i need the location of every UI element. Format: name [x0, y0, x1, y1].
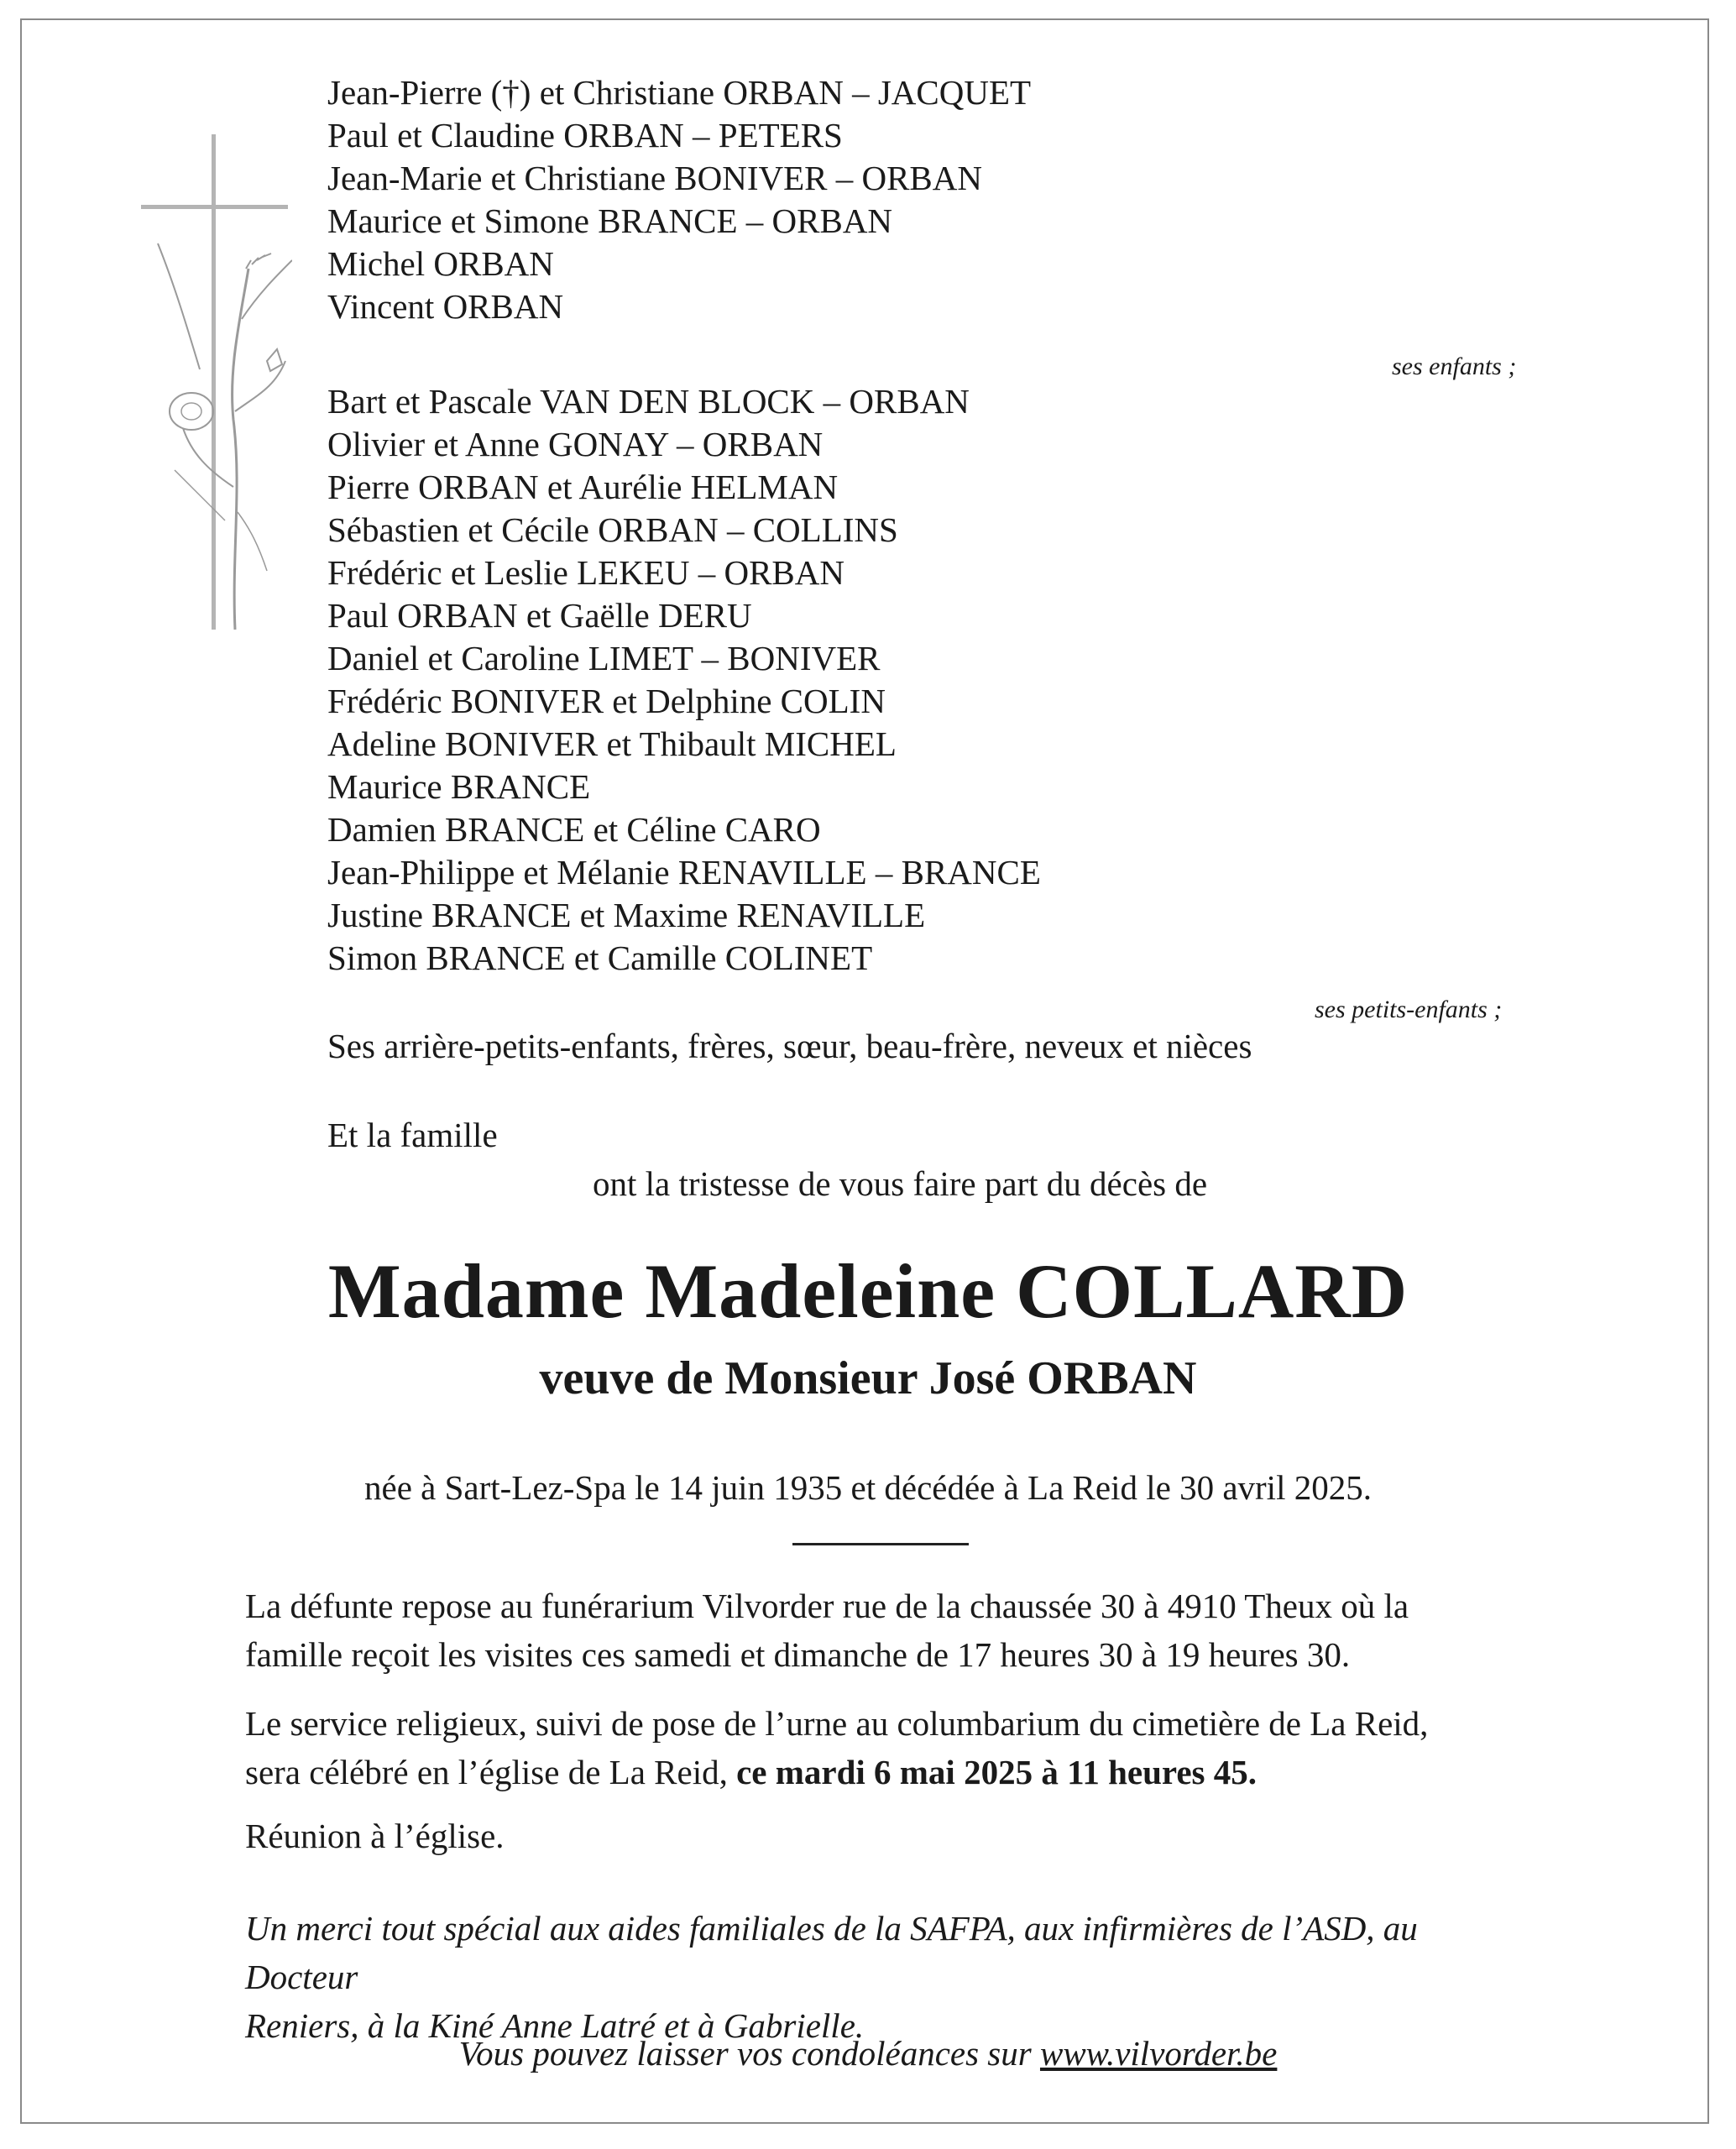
- list-item: Michel ORBAN: [327, 244, 554, 283]
- announcement: ont la tristesse de vous faire part du décès de: [593, 1164, 1208, 1203]
- condolences: [0, 2033, 1736, 2073]
- service-text: sera célébré en l’église de La Reid,: [245, 1753, 737, 1791]
- funeral-home-paragraph: [245, 1582, 1454, 1679]
- list-item: Pierre ORBAN et Aurélie HELMAN: [327, 468, 839, 506]
- list-item: Maurice et Simone BRANCE – ORBAN: [327, 201, 893, 240]
- list-item: Maurice BRANCE: [327, 767, 591, 806]
- birth-death: née à Sart-Lez-Spa le 14 juin 1935 et décédée à La Reid le 30 avril 2025.: [364, 1468, 1372, 1507]
- list-item: Jean-Pierre (†) et Christiane ORBAN – JACQUET: [327, 73, 1032, 112]
- list-item: Adeline BONIVER et Thibault MICHEL: [327, 724, 897, 763]
- paragraph-line: Un merci tout spécial aux aides familiales de la SAFPA, aux infirmières de l’ASD, au Docteur: [245, 1909, 1418, 1996]
- condolences-link[interactable]: www.vilvorder.be: [1039, 2034, 1278, 2073]
- separator: [792, 1543, 969, 1545]
- list-item: Sébastien et Cécile ORBAN – COLLINS: [327, 510, 898, 549]
- children-list: [327, 71, 1031, 328]
- widow-of: veuve de Monsieur José ORBAN: [539, 1352, 1197, 1404]
- grandchildren-label: ses petits-enfants ;: [1315, 996, 1503, 1023]
- list-item: Frédéric et Leslie LEKEU – ORBAN: [327, 553, 844, 592]
- service-paragraph: [245, 1699, 1454, 1796]
- service-date: ce mardi 6 mai 2025 à 11 heures 45.: [736, 1753, 1257, 1791]
- meeting: Réunion à l’église.: [245, 1817, 505, 1855]
- paragraph-line: famille reçoit les visites ces samedi et dimanche de 17 heures 30 à 19 heures 30.: [245, 1635, 1351, 1674]
- list-item: Bart et Pascale VAN DEN BLOCK – ORBAN: [327, 382, 970, 421]
- cross-with-flowers-icon: [141, 134, 292, 630]
- extended-family: Ses arrière-petits-enfants, frères, sœur, beau-frère, neveux et nièces: [327, 1027, 1252, 1065]
- list-item: Jean-Philippe et Mélanie RENAVILLE – BRANCE: [327, 853, 1041, 891]
- list-item: Simon BRANCE et Camille COLINET: [327, 939, 873, 977]
- list-item: Vincent ORBAN: [327, 287, 564, 326]
- children-label: ses enfants ;: [1392, 353, 1517, 380]
- list-item: Olivier et Anne GONAY – ORBAN: [327, 425, 824, 463]
- list-item: Damien BRANCE et Céline CARO: [327, 810, 821, 849]
- list-item: Daniel et Caroline LIMET – BONIVER: [327, 639, 881, 677]
- paragraph-line: Reniers, à la Kiné Anne Latré et à Gabrielle.: [245, 2006, 865, 2045]
- paragraph-line: La défunte repose au funérarium Vilvorder rue de la chaussée 30 à 4910 Theux où la: [245, 1587, 1409, 1625]
- list-item: Paul et Claudine ORBAN – PETERS: [327, 116, 843, 154]
- thanks-paragraph: [245, 1904, 1454, 2050]
- and-family: Et la famille: [327, 1116, 498, 1154]
- condolences-text: Vous pouvez laisser vos condoléances sur: [458, 2034, 1040, 2073]
- paragraph-line: [245, 1748, 1454, 1796]
- deceased-name: Madame Madeleine COLLARD: [327, 1248, 1409, 1334]
- list-item: Frédéric BONIVER et Delphine COLIN: [327, 682, 886, 720]
- list-item: Justine BRANCE et Maxime RENAVILLE: [327, 896, 926, 934]
- list-item: Paul ORBAN et Gaëlle DERU: [327, 596, 752, 635]
- grandchildren-list: [327, 380, 1041, 980]
- paragraph-line: Le service religieux, suivi de pose de l’urne au columbarium du cimetière de La Reid,: [245, 1704, 1429, 1743]
- list-item: Jean-Marie et Christiane BONIVER – ORBAN: [327, 159, 983, 197]
